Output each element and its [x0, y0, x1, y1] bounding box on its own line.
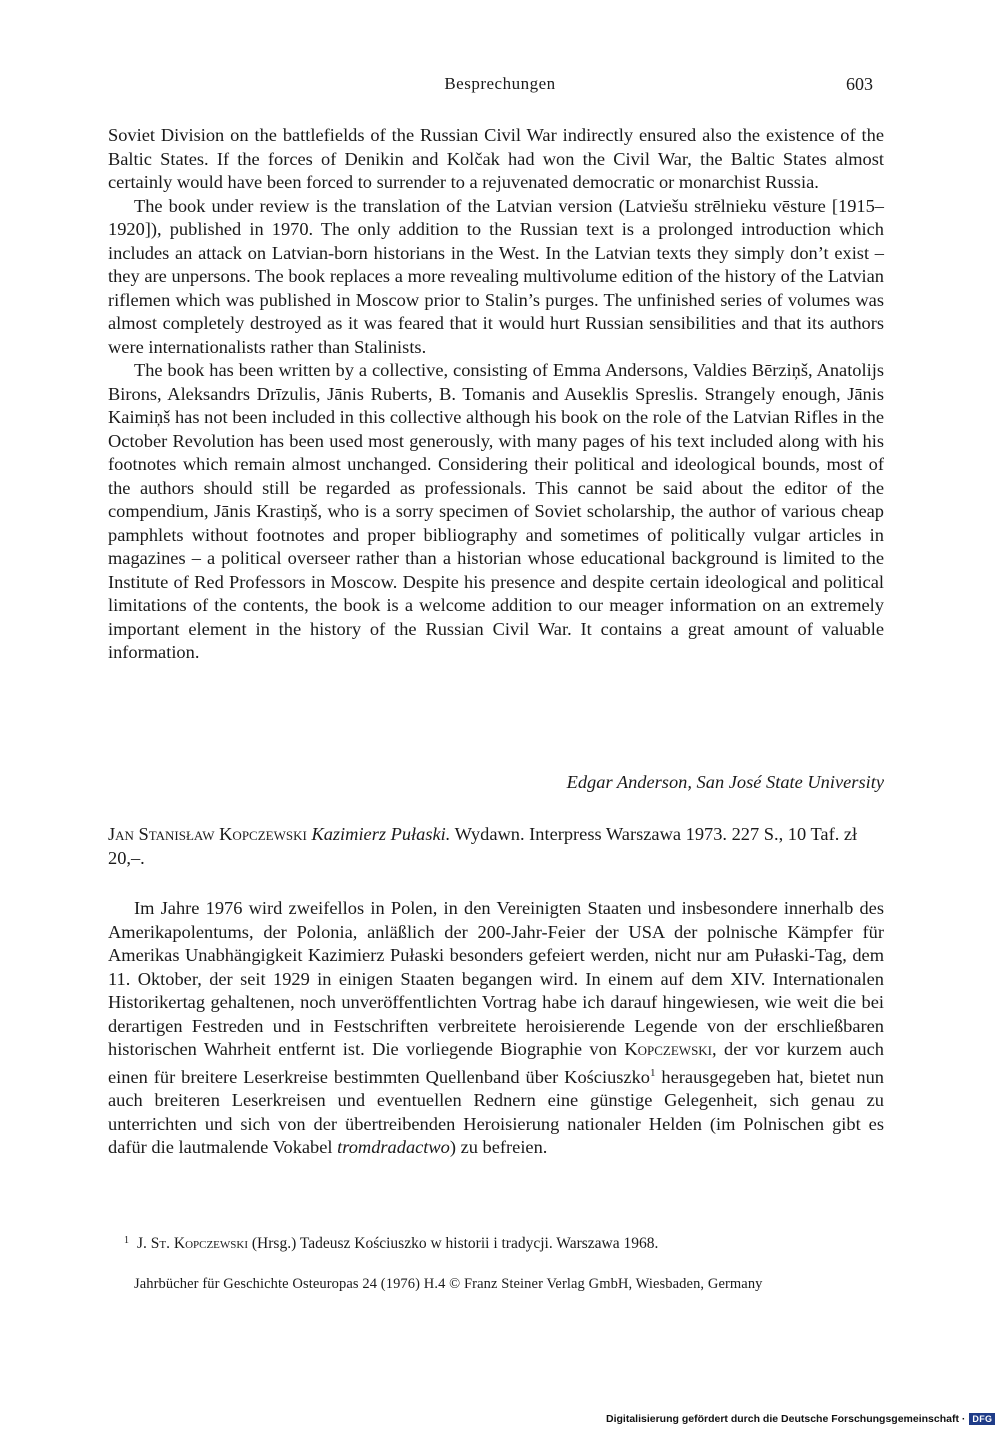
book-citation	[108, 823, 884, 870]
dfg-text: Digitalisierung gefördert durch die Deutsche Forschungsgemeinschaft ·	[606, 1413, 966, 1425]
review-body-german	[108, 897, 884, 1160]
footnote-text: (Hrsg.) Tadeusz Kościuszko w historii i tradycji. Warszawa 1968.	[248, 1235, 659, 1252]
paragraph	[108, 897, 884, 1160]
reviewer-signature: Edgar Anderson, San José State University	[566, 772, 884, 792]
italic-term: tromdradactwo	[337, 1137, 450, 1158]
text-run: ) zu befreien.	[449, 1137, 548, 1158]
footnote-marker: 1	[124, 1235, 129, 1246]
citation-title: Kazimierz Pułaski.	[311, 824, 451, 844]
text-run: , der vor kurzem auch einen für breitere Leserkreise bestimmten Quellenband über Kościuszko	[108, 1039, 884, 1087]
dfg-logo: DFG	[969, 1413, 995, 1425]
citation-details: Wydawn. Interpress Warszawa 1973. 227 S., 10 Taf. zł 20,–.	[108, 824, 858, 868]
journal-imprint: Jahrbücher für Geschichte Osteuropas 24 (1976) H.4 © Franz Steiner Verlag GmbH, Wiesbaden, Germany	[134, 1276, 763, 1292]
page-number: 603	[846, 74, 873, 94]
paragraph: The book under review is the translation of the Latvian version (Latviešu strēlnieku vēsture [1915–1920]), published in 1970. The only addition to the Russian text is a prolonged introduction which includes an attack on Latvian-born historians in the West. In the Latvian texts they simply don’t exist – they are unpersons. The book replaces a more revealing multivolume edition of the history of the Latvian riflemen which was published in Moscow prior to Stalin’s purges. The unfinished series of volumes was almost completely destroyed as it was feared that it would hurt Russian sensibilities and that its authors were internationalists rather than Stalinists.	[108, 195, 884, 357]
citation-author: Jan Stanisław Kopczewski	[108, 824, 307, 844]
dfg-funding-note	[606, 1412, 995, 1426]
text-run: herausgegeben hat, bietet nun auch breiteren Leserkreisen und eventuellen Rednern eine günstige Gelegenheit, sich genau zu unterrichten und sich von der übertreibenden Heroisierung nationaler Helden (im Polnischen gibt es dafür die lautmalende Vokabel	[108, 1066, 884, 1158]
paragraph: The book has been written by a collective, consisting of Emma Andersons, Valdies Bērziņš, Anatolijs Birons, Aleksandrs Drīzulis, Jānis Ruberts, B. Tomanis and Auseklis Spreslis. Strangely enough, Jānis Kaimiņš has not been included in this collective although his book on the role of the Latvian Rifles in the October Revolution has been used most generously, with many pages of his text included along with his footnotes which remain almost unchanged. Considering their political and ideological bounds, most of the authors should still be regarded as professionals. This cannot be said about the editor of the compendium, Jānis Krastiņš, who is a sorry specimen of Soviet scholarship, the author of various cheap pamphlets without footnotes and proper bibliography and sometimes of politically vulgar articles in magazines – a political overseer rather than a historian whose educational background is limited to the Institute of Red Professors in Moscow. Despite his presence and despite certain ideological and political limitations of the contents, the book is a welcome addition to our meager information on an extremely important element in the history of the Russian Civil War. It contains a great amount of valuable information.	[108, 360, 884, 662]
paragraph: Soviet Division on the battlefields of the Russian Civil War indirectly ensured also the existence of the Baltic States. If the forces of Denikin and Kolčak had won the Civil War, the Baltic States almost certainly would have been forced to surrender to a rejuvenated democratic or monarchist Russia.	[108, 125, 884, 192]
running-header: Besprechungen	[444, 74, 556, 93]
footnote-author: J. St. Kopczewski	[137, 1235, 249, 1252]
review-body-english	[108, 124, 884, 665]
author-name: Kopczewski	[624, 1039, 713, 1059]
footnote-ref: 1	[649, 1066, 656, 1079]
text-run: Im Jahre 1976 wird zweifellos in Polen, in den Vereinigten Staaten und insbesondere innerhalb des Amerikapolentums, der Polonia, anläßlich der 200-Jahr-Feier der USA der polnische Kämpfer für Amerikas Unabhängigkeit Kazimierz Pułaski besonders gefeiert werden, nicht nur am Pułaski-Tag, dem 11. Oktober, der seit 1929 in einigen Staaten begangen wird. In einem auf dem XIV. Internationalen Historikertag gehaltenen, noch unveröffentlichten Vortrag habe ich darauf hingewiesen, wie weit die bei derartigen Festreden und in Festschriften verbreitete heroisierende Legende von der erschließbaren historischen Wahrheit entfernt ist. Die vorliegende Biographie von	[108, 898, 884, 1059]
footnote	[124, 1235, 884, 1253]
